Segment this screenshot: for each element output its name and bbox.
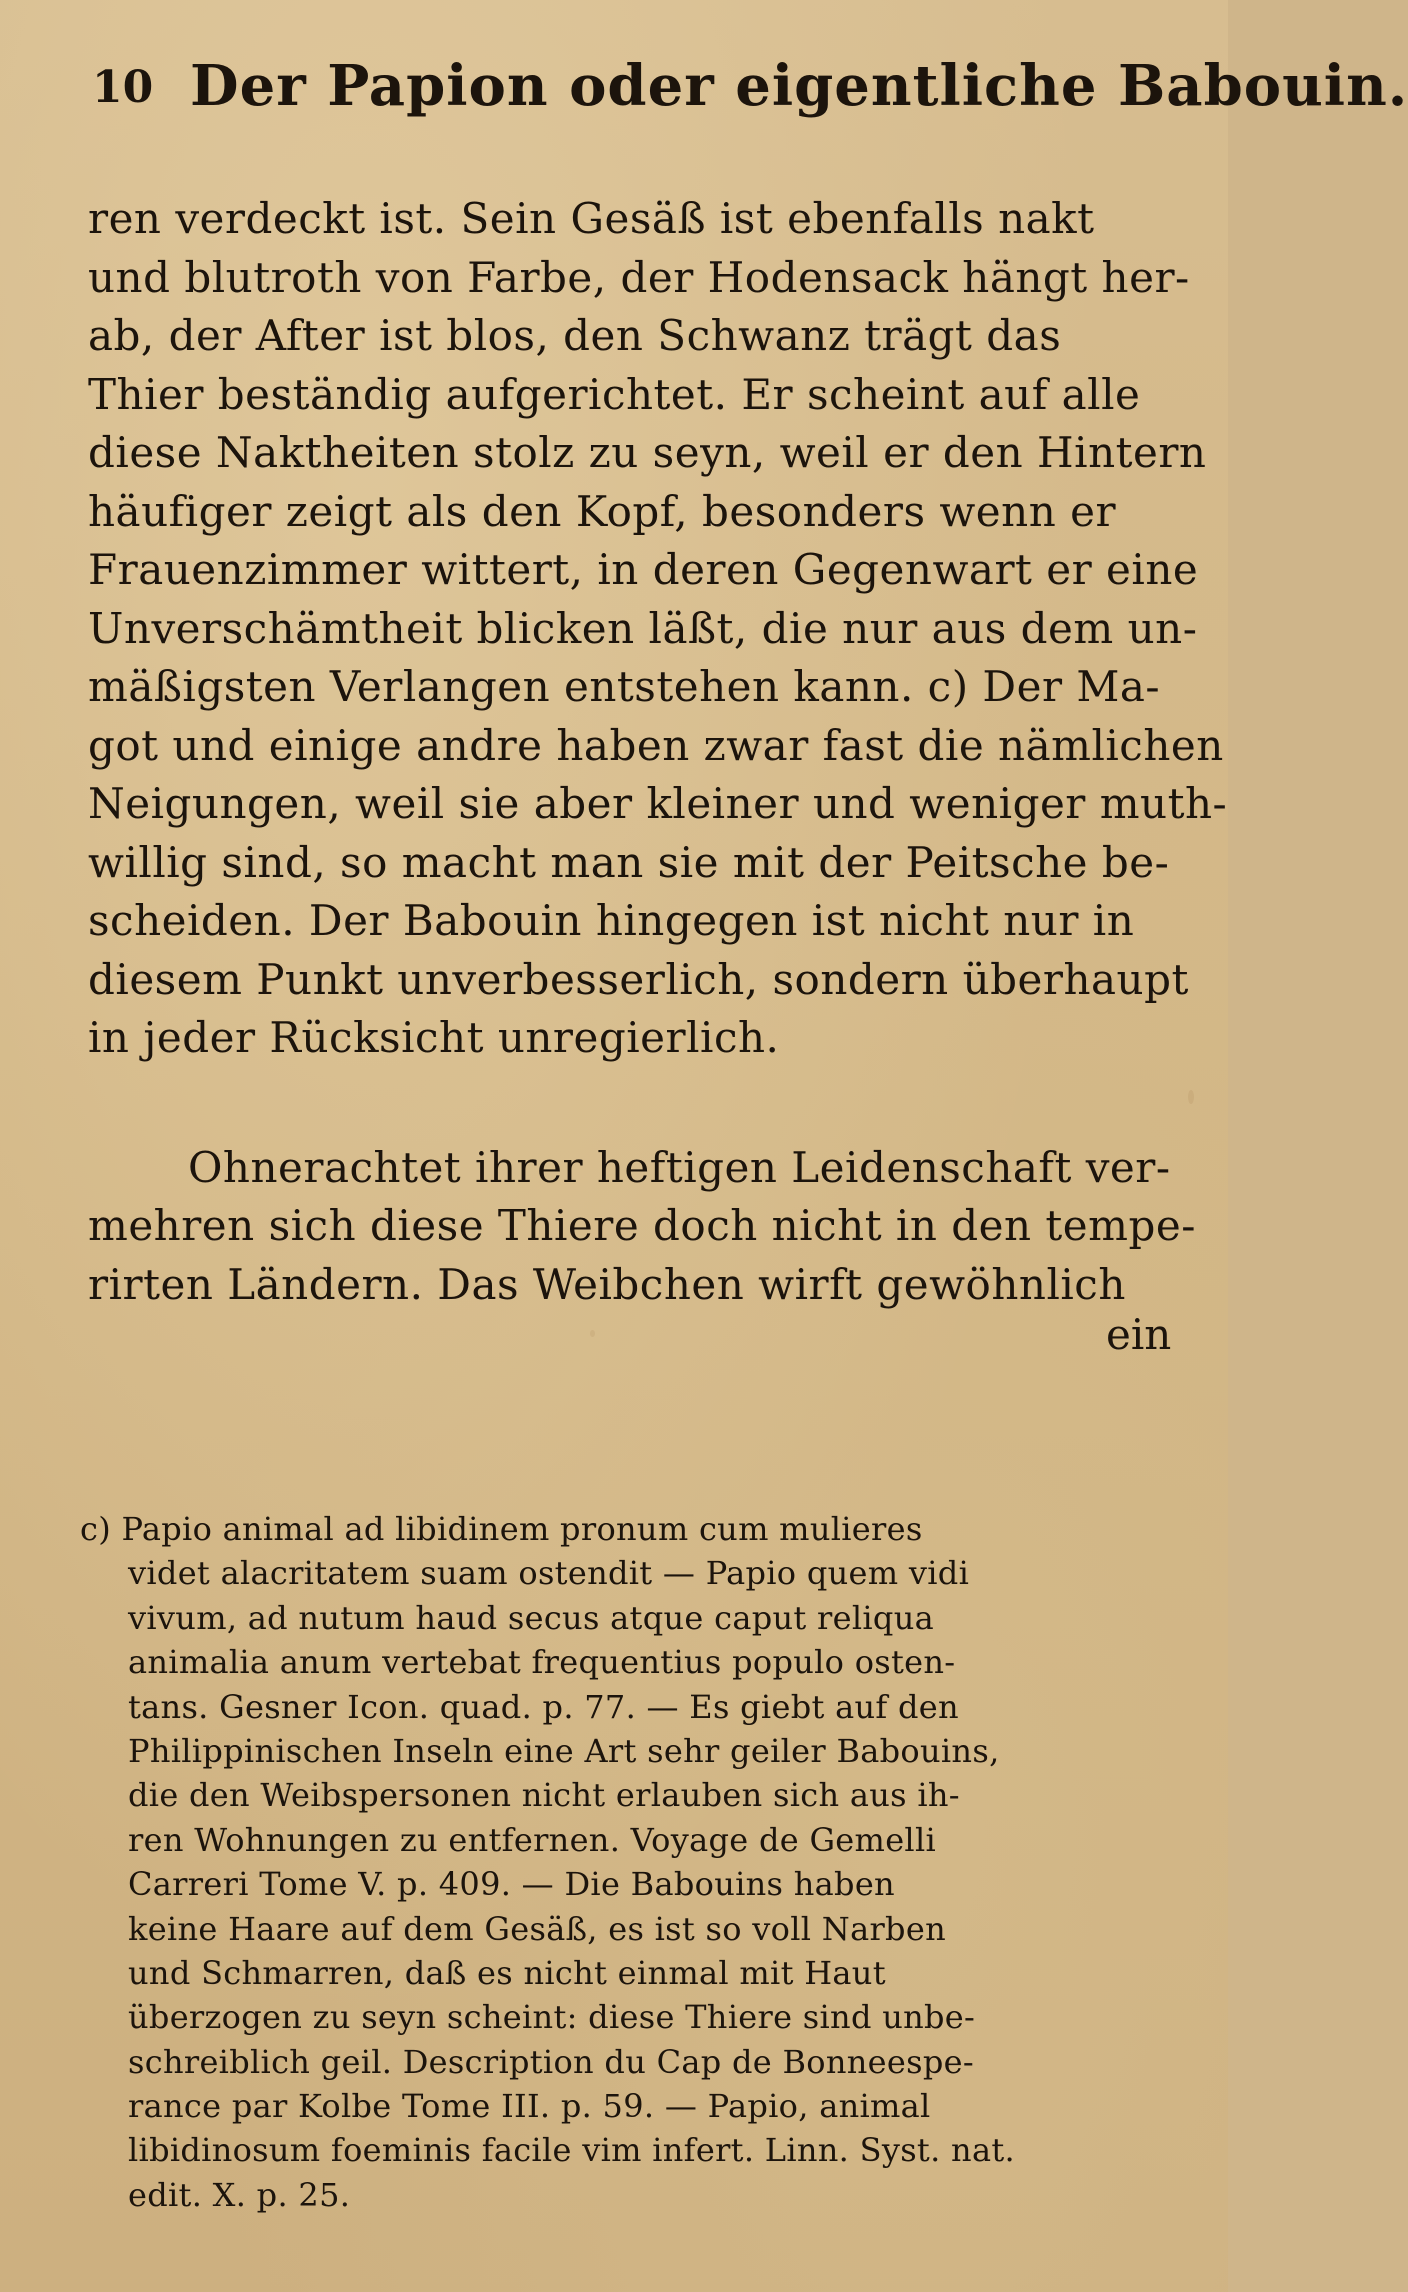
footnote-line: schreiblich geil. Description du Cap de Bonneespe-: [128, 2042, 975, 2081]
page-number: 10: [92, 62, 154, 113]
footnote-line: libidinosum foeminis facile vim infert. Linn. Syst. nat.: [128, 2131, 1015, 2170]
body-line: rirten Ländern. Das Weibchen wirft gewöhnlich: [88, 1259, 1126, 1309]
footnote-line: ren Wohnungen zu entfernen. Voyage de Gemelli: [128, 1820, 937, 1859]
body-line: scheiden. Der Babouin hingegen ist nicht nur in: [88, 896, 1135, 945]
footnote-line: tans. Gesner Icon. quad. p. 77. — Es giebt auf den: [128, 1687, 959, 1726]
footnote-line: keine Haare auf dem Gesäß, es ist so voll Narben: [128, 1909, 946, 1948]
body-line: Thier beständig aufgerichtet. Er scheint auf alle: [88, 369, 1141, 419]
footnote-line: Carreri Tome V. p. 409. — Die Babouins haben: [128, 1865, 895, 1904]
footnote-line: videt alacritatem suam ostendit — Papio quem vidi: [128, 1554, 970, 1593]
footnote-line: c) Papio animal ad libidinem pronum cum mulieres: [80, 1510, 923, 1548]
footnote-line: animalia anum vertebat frequentius populo osten-: [128, 1643, 956, 1682]
footnote-line: überzogen zu seyn scheint: diese Thiere sind unbe-: [128, 1998, 976, 2037]
body-line: in jeder Rücksicht unregierlich.: [88, 1013, 780, 1062]
body-line: ab, der After ist blos, den Schwanz trägt das: [88, 311, 1062, 360]
body-line: diesem Punkt unverbesserlich, sondern überhaupt: [88, 954, 1189, 1004]
body-line: got und einige andre haben zwar fast die nämlichen: [88, 720, 1224, 770]
footnote-line: edit. X. p. 25.: [128, 2175, 351, 2214]
footnote-line: Philippinischen Inseln eine Art sehr geiler Babouins,: [128, 1731, 1000, 1770]
body-line: mäßigsten Verlangen entstehen kann. c) Der Ma-: [88, 662, 1161, 711]
page-header: [92, 52, 1408, 132]
paragraph-gap: [88, 1068, 1188, 1139]
footnote-line: und Schmarren, daß es nicht einmal mit Haut: [128, 1953, 886, 1992]
body-line: und blutroth von Farbe, der Hodensack hängt her-: [88, 252, 1190, 302]
footnote-line: die den Weibspersonen nicht erlauben sich aus ih-: [128, 1776, 960, 1815]
body-text: [88, 190, 1228, 1314]
body-line: willig sind, so macht man sie mit der Peitsche be-: [88, 837, 1170, 887]
running-head: Der Papion oder eigentliche Babouin.: [190, 53, 1408, 119]
footnote-line: rance par Kolbe Tome III. p. 59. — Papio, animal: [128, 2087, 931, 2126]
footnote-block: [80, 1507, 1188, 2217]
body-line: mehren sich diese Thiere doch nicht in den tempe-: [88, 1201, 1196, 1250]
body-line: häufiger zeigt als den Kopf, besonders wenn er: [88, 486, 1117, 536]
catchword: ein: [1106, 1310, 1172, 1359]
body-line: Ohnerachtet ihrer heftigen Leidenschaft ver-: [188, 1142, 1171, 1192]
body-line: Unverschämtheit blicken läßt, die nur aus dem un-: [88, 603, 1198, 653]
body-line: ren verdeckt ist. Sein Gesäß ist ebenfalls nakt: [88, 194, 1095, 243]
footnote-line: vivum, ad nutum haud secus atque caput reliqua: [128, 1598, 935, 1637]
paper-stain: [590, 1330, 595, 1337]
body-line: Neigungen, weil sie aber kleiner und weniger muth-: [88, 779, 1228, 828]
body-line: diese Naktheiten stolz zu seyn, weil er den Hintern: [88, 428, 1207, 477]
body-line: Frauenzimmer wittert, in deren Gegenwart er eine: [88, 545, 1199, 594]
paper-stain: [1188, 1090, 1194, 1104]
